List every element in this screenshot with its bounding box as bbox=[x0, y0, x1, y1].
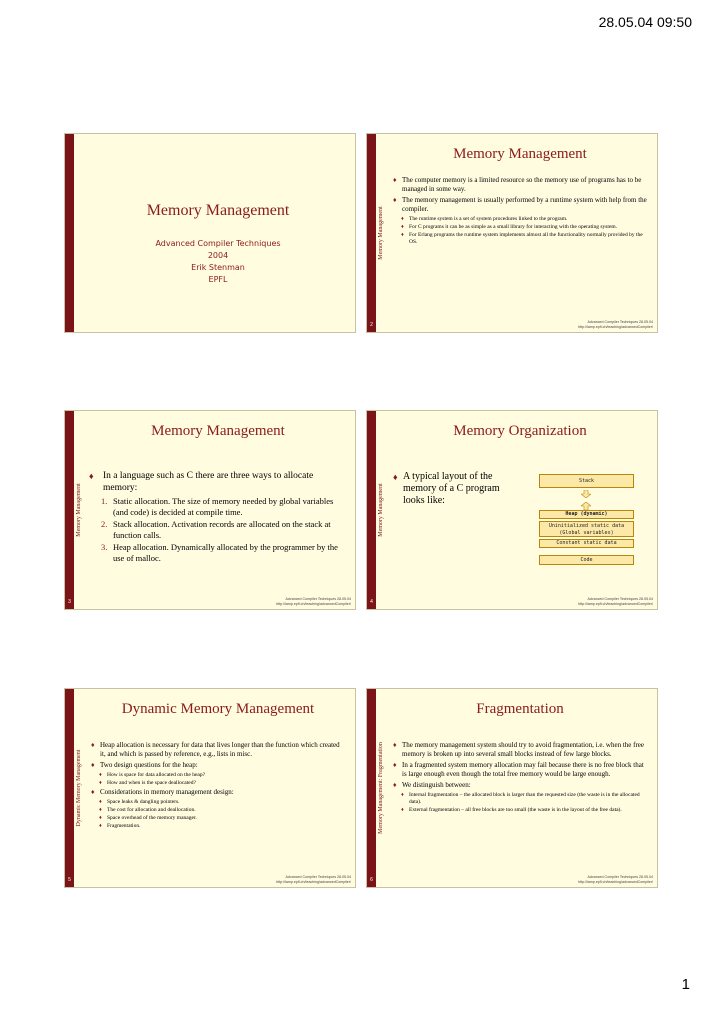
slide-body bbox=[393, 741, 649, 815]
slide-title: Fragmentation bbox=[476, 701, 564, 717]
stack-block: Stack bbox=[539, 474, 634, 488]
slide-title: Dynamic Memory Management bbox=[121, 701, 315, 717]
slide-footer: Advanced Compiler Techniques 28.05.04 http://lamp.epfl.ch/teaching/advancedCompiler/ bbox=[276, 875, 351, 884]
heap-block: Heap (dynamic) bbox=[539, 510, 634, 519]
sub-bullet: ♦ Space leaks & dangling pointers. bbox=[99, 799, 347, 806]
bullet: ♦ The computer memory is a limited resource so the memory use of programs has to be managed in some way. bbox=[393, 176, 649, 194]
slide-sidebar bbox=[65, 689, 74, 887]
side-label: Dynamic Memory Management bbox=[76, 749, 82, 827]
slide-number: 4 bbox=[370, 599, 373, 605]
sub-bullet: ♦ Internal fragmentation – the allocated block is larger than the requested size (the waste is in the allocated data). bbox=[401, 792, 649, 806]
side-label: Memory Management bbox=[378, 206, 384, 260]
slide-footer: Advanced Compiler Techniques 28.05.04 http://lamp.epfl.ch/teaching/advancedCompiler/ bbox=[578, 875, 653, 884]
slide-4 bbox=[366, 410, 658, 610]
cover-author: Erik Stenman bbox=[191, 263, 245, 272]
side-label: Memory Management bbox=[378, 483, 384, 537]
page-number: 1 bbox=[681, 976, 690, 993]
slide-6 bbox=[366, 688, 658, 888]
bullet: ♦ The memory management is usually performed by a runtime system with help from the compiler. bbox=[393, 196, 649, 214]
slide-body bbox=[393, 471, 518, 509]
numbered-item: 2. Stack allocation. Activation records are allocated on the stack at function calls. bbox=[101, 519, 347, 540]
bullet: ♦ Two design questions for the heap: bbox=[91, 761, 347, 770]
slide-2 bbox=[366, 133, 658, 333]
slide-number: 5 bbox=[68, 877, 71, 883]
constant-static-block: Constant static data bbox=[539, 539, 634, 548]
sub-bullet: ♦ For C programs it can be as simple as a small library for interacting with the operating system. bbox=[401, 224, 649, 231]
cover-institution: EPFL bbox=[208, 275, 228, 284]
sub-bullet: ♦ Space overhead of the memory manager. bbox=[99, 815, 347, 822]
slide-title: Memory Management bbox=[151, 423, 285, 439]
slide-1 bbox=[64, 133, 356, 333]
sub-bullet: ♦ How and when is the space deallocated? bbox=[99, 780, 347, 787]
bullet: ♦ Heap allocation is necessary for data that lives longer than the function which created it, and which is passed by reference, e.g., lists in misc. bbox=[91, 741, 347, 759]
code-block: Code bbox=[539, 555, 634, 565]
slide-sidebar bbox=[65, 411, 74, 609]
slide-number: 3 bbox=[68, 599, 71, 605]
slide-title: Memory Management bbox=[453, 146, 587, 162]
memory-layout-diagram bbox=[539, 474, 634, 567]
side-label: Memory Management bbox=[76, 483, 82, 537]
slide-number: 2 bbox=[370, 322, 373, 328]
side-label: Memory Management: Fragmentation bbox=[378, 742, 384, 834]
cover-subtitle bbox=[85, 238, 351, 286]
bullet: ♦ A typical layout of the memory of a C program looks like: bbox=[393, 471, 518, 507]
slide-5 bbox=[64, 688, 356, 888]
numbered-item: 3. Heap allocation. Dynamically allocated by the programmer by the use of malloc. bbox=[101, 542, 347, 563]
sub-bullet: ♦ How is space for data allocated on the heap? bbox=[99, 772, 347, 779]
slide-footer: Advanced Compiler Techniques 28.05.04 http://lamp.epfl.ch/teaching/advancedCompiler/ bbox=[276, 597, 351, 606]
numbered-item: 1. Static allocation. The size of memory needed by global variables (and code) is decided at compile time. bbox=[101, 496, 347, 517]
slide-body bbox=[393, 176, 649, 247]
arrow-up-icon bbox=[581, 502, 591, 510]
sub-bullet: ♦ The runtime system is a set of system procedures linked to the program. bbox=[401, 216, 649, 223]
slide-sidebar bbox=[367, 134, 376, 332]
slide-title: Memory Management bbox=[146, 202, 290, 219]
slide-sidebar bbox=[65, 134, 74, 332]
slide-sidebar bbox=[367, 411, 376, 609]
slide-title: Memory Organization bbox=[453, 423, 587, 439]
slide-footer: Advanced Compiler Techniques 28.05.04 http://lamp.epfl.ch/teaching/advancedCompiler/ bbox=[578, 597, 653, 606]
page-header-datetime: 28.05.04 09:50 bbox=[598, 14, 692, 30]
slide-sidebar bbox=[367, 689, 376, 887]
cover-year: 2004 bbox=[207, 251, 229, 260]
arrow-down-icon bbox=[581, 490, 591, 498]
free-space bbox=[539, 490, 634, 510]
sub-bullet: ♦ The cost for allocation and deallocation. bbox=[99, 807, 347, 814]
bullet: ♦ Considerations in memory management design: bbox=[91, 788, 347, 797]
bullet: ♦ In a language such as C there are three ways to allocate memory: bbox=[89, 471, 347, 494]
slide-number: 6 bbox=[370, 877, 373, 883]
bullet: ♦ We distinguish between: bbox=[393, 781, 649, 790]
slide-body bbox=[91, 741, 347, 831]
sub-bullet: ♦ External fragmentation – all free blocks are too small (the waste is in the layout of the free data). bbox=[401, 807, 649, 814]
sub-bullet: ♦ For Erlang programs the runtime system implements almost all the functionality normally provided by the OS. bbox=[401, 232, 649, 246]
slide-3 bbox=[64, 410, 356, 610]
slide-body bbox=[89, 471, 347, 565]
bullet: ♦ The memory management system should try to avoid fragmentation, i.e. when the free memory is broken up into several small blocks instead of few large blocks. bbox=[393, 741, 649, 759]
sub-bullet: ♦ Fragmentation. bbox=[99, 823, 347, 830]
cover-course: Advanced Compiler Techniques bbox=[155, 239, 281, 248]
uninitialized-static-block: Uninitialized static data (Global variables) bbox=[539, 521, 634, 537]
slide-footer: Advanced Compiler Techniques 28.05.04 http://lamp.epfl.ch/teaching/advancedCompiler/ bbox=[578, 320, 653, 329]
bullet: ♦ In a fragmented system memory allocation may fail because there is no free block that is large enough even though the total free memory would be large enough. bbox=[393, 761, 649, 779]
